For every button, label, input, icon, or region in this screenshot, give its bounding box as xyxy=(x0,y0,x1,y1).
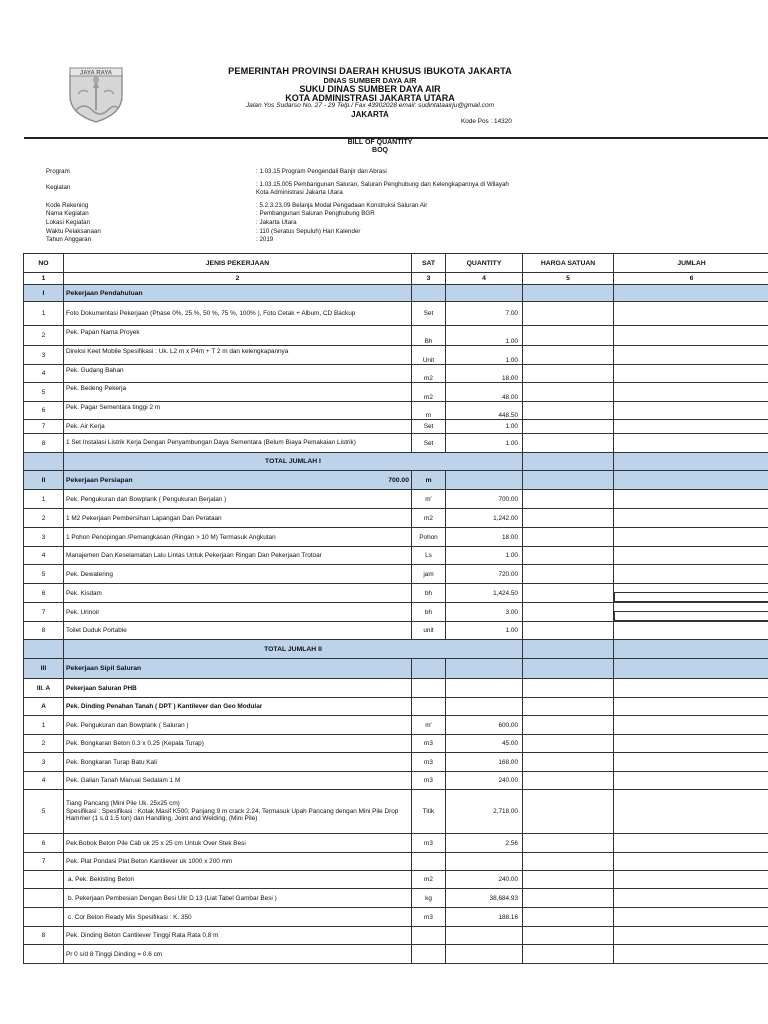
col-number-6: 6 xyxy=(614,273,768,285)
row-no: 6 xyxy=(24,584,64,603)
row-harga xyxy=(523,908,614,927)
info-value-kode-rekening: : 5.2.3.23.09 Belanja Modal Pengadaan Konstruksi Saluran Air xyxy=(256,202,428,209)
row-sat: Bh xyxy=(412,326,446,346)
section-row xyxy=(24,285,768,302)
row-sat: m3 xyxy=(412,772,446,790)
row-harga xyxy=(523,528,614,547)
row-desc: a. Pek. Bekisting Beton xyxy=(64,871,412,889)
row-desc: b. Pekerjaan Pembesian Dengan Besi Ulir D 13 (Liat Tabel Gambar Besi ) xyxy=(64,889,412,908)
row-qty: 1,242.00 xyxy=(446,509,523,528)
row-desc: Pek. Pengukuran dan Bowplank ( Saluran ) xyxy=(64,716,412,735)
header-line-kota: KOTA ADMINISTRASI JAKARTA UTARA xyxy=(285,93,455,103)
table-row xyxy=(24,402,768,420)
row-harga xyxy=(523,871,614,889)
row-no: 2 xyxy=(24,326,64,346)
row-sat: m' xyxy=(412,490,446,509)
section-title-text: Pekerjaan Persiapan xyxy=(66,476,133,484)
row-desc-line2: Spesifikasi : Spesifikasi : Kotak Masif K500, Panjang 9 m crack 2.24, Termasuk Upah Pancang dengan Mini Pile Drop Hammer (1 s.d 1.5 ton) dan Handling, Joint and Welding, (Mini Pile) xyxy=(66,807,399,823)
row-harga xyxy=(523,509,614,528)
row-qty: 168.00 xyxy=(446,753,523,772)
section-row xyxy=(24,659,768,679)
table-row xyxy=(24,927,768,945)
row-qty: 18.00 xyxy=(446,528,523,547)
total-row xyxy=(24,640,768,659)
table-row xyxy=(24,790,768,834)
info-label-lokasi: Lokasi Kegiatan xyxy=(46,219,91,226)
row-no: 7 xyxy=(24,603,64,622)
row-desc: Direksi Keet Mobile Spesifikasi : Uk. L2 m x P4m + T 2 m dan kelengkapannya xyxy=(64,346,412,365)
row-no: 3 xyxy=(24,346,64,365)
row-qty: 38,684.93 xyxy=(446,889,523,908)
row-jumlah xyxy=(614,584,768,603)
header-line-city: JAKARTA xyxy=(351,110,389,119)
row-desc: Pek. Gudang Bahan xyxy=(64,365,412,383)
row-jumlah xyxy=(614,547,768,565)
info-value-tahun: : 2019 xyxy=(256,236,274,243)
logo-text: JAYA RAYA xyxy=(79,70,113,77)
info-label-tahun: Tahun Anggaran xyxy=(46,236,92,243)
row-jumlah xyxy=(614,889,768,908)
row-jumlah xyxy=(614,565,768,584)
row-qty: 1.00 xyxy=(446,326,523,346)
row-desc: Pek. Urinoir xyxy=(64,603,412,622)
table-row xyxy=(24,603,768,622)
table-row xyxy=(24,434,768,453)
row-harga xyxy=(523,434,614,453)
table-row xyxy=(24,889,768,908)
table-row xyxy=(24,365,768,383)
row-harga xyxy=(523,346,614,365)
row-harga xyxy=(523,402,614,420)
table-row xyxy=(24,908,768,927)
table-row xyxy=(24,753,768,772)
row-jumlah xyxy=(614,346,768,365)
row-harga xyxy=(523,834,614,853)
table-row xyxy=(24,622,768,640)
row-sat: Titik xyxy=(412,790,446,834)
row-jumlah xyxy=(614,834,768,853)
info-value-waktu: : 110 (Seratus Sepuluh) Hari Kalender xyxy=(256,228,361,235)
table-row xyxy=(24,565,768,584)
col-number-3: 3 xyxy=(412,273,446,285)
row-no: 2 xyxy=(24,509,64,528)
row-qty: 48.00 xyxy=(446,383,523,402)
row-jumlah xyxy=(614,365,768,383)
row-jumlah xyxy=(614,622,768,640)
row-harga xyxy=(523,889,614,908)
subsection-title: Pek. Dinding Penahan Tanah ( DPT ) Kantilever dan Geo Modular xyxy=(64,698,412,716)
row-jumlah xyxy=(614,790,768,834)
info-value-kegiatan: : 1.03.15.005 Pembangunan Saluran, Saluran Penghubung dan Kelengkapannya di Wilayah Kota Administrasi Jakarta Utara xyxy=(256,181,509,196)
row-desc: Pek. Papan Nama Proyek xyxy=(64,326,412,346)
row-sat: m3 xyxy=(412,908,446,927)
table-row xyxy=(24,383,768,402)
section-no: I xyxy=(24,285,64,302)
table-row xyxy=(24,871,768,889)
header-line-suku-dinas: SUKU DINAS SUMBER DAYA AIR xyxy=(299,84,441,94)
row-sat: Set xyxy=(412,420,446,434)
row-qty: 720.00 xyxy=(446,565,523,584)
row-no: 1 xyxy=(24,490,64,509)
row-no: 7 xyxy=(24,853,64,871)
col-header-no: NO xyxy=(24,254,64,273)
row-desc: Pr 0 s/d 8 Tinggi Dinding = 0.6 cm xyxy=(64,945,412,964)
col-header-sat: SAT xyxy=(412,254,446,273)
row-desc: Toilet Duduk Portable xyxy=(64,622,412,640)
row-no: 6 xyxy=(24,402,64,420)
row-harga xyxy=(523,790,614,834)
row-jumlah xyxy=(614,528,768,547)
col-header-qty: QUANTITY xyxy=(446,254,523,273)
row-jumlah xyxy=(614,420,768,434)
row-jumlah xyxy=(614,603,768,622)
section-no: III xyxy=(24,659,64,679)
row-sat: m2 xyxy=(412,509,446,528)
row-jumlah xyxy=(614,716,768,735)
row-qty: 45.00 xyxy=(446,735,523,753)
subsection-no: A xyxy=(24,698,64,716)
row-sat: Pohon xyxy=(412,528,446,547)
table-row xyxy=(24,772,768,790)
row-qty: 240.00 xyxy=(446,772,523,790)
section-extra-value: 700.00 xyxy=(388,476,409,484)
table-row xyxy=(24,584,768,603)
row-no: 8 xyxy=(24,434,64,453)
info-label-kegiatan: Kegiatan xyxy=(46,184,71,191)
row-sat: m3 xyxy=(412,834,446,853)
row-desc: Pek. Pagar Sementara tinggi 2 m xyxy=(64,402,412,420)
table-row xyxy=(24,509,768,528)
row-harga xyxy=(523,383,614,402)
boq-title-line2: BOQ xyxy=(372,147,388,154)
row-desc: Pek. Galian Tanah Manual Sedalam 1 M xyxy=(64,772,412,790)
table-row xyxy=(24,716,768,735)
info-label-kode-rekening: Kode Rekening xyxy=(46,202,89,209)
row-desc: Pek. Pengukuran dan Bowplank ( Pengukuran Berjalan ) xyxy=(64,490,412,509)
table-row xyxy=(24,945,768,964)
row-jumlah xyxy=(614,772,768,790)
row-sat: Ls xyxy=(412,547,446,565)
info-label-waktu: Waktu Pelaksanaan xyxy=(46,228,101,235)
info-label-nama-kegiatan: Nama Kegiatan xyxy=(46,210,89,217)
row-sat: bh xyxy=(412,603,446,622)
row-qty: 3.00 xyxy=(446,603,523,622)
row-no: 8 xyxy=(24,927,64,945)
row-sat: jam xyxy=(412,565,446,584)
row-desc: 1 M2 Pekerjaan Pembersihan Lapangan Dan Perataan xyxy=(64,509,412,528)
header-kode-pos: Kode Pos : 14320 xyxy=(461,118,512,125)
row-no: 4 xyxy=(24,772,64,790)
row-qty: 1.00 xyxy=(446,346,523,365)
subsection-row xyxy=(24,698,768,716)
row-no: 1 xyxy=(24,302,64,326)
header-line-dinas: DINAS SUMBER DAYA AIR xyxy=(323,76,417,85)
boq-title xyxy=(300,139,460,155)
info-value-nama-kegiatan: : Pembangunan Saluran Penghubung BGR xyxy=(256,210,375,217)
col-number-4: 4 xyxy=(446,273,523,285)
row-no: 5 xyxy=(24,383,64,402)
total-label: TOTAL JUMLAH II xyxy=(64,640,523,659)
row-desc: Pek. Dewatering xyxy=(64,565,412,584)
row-sat: Set xyxy=(412,302,446,326)
row-desc: Pek. Kisdam xyxy=(64,584,412,603)
row-harga xyxy=(523,622,614,640)
row-desc: Pek. Bongkaran Turap Batu Kali xyxy=(64,753,412,772)
row-harga xyxy=(523,326,614,346)
row-jumlah xyxy=(614,302,768,326)
table-row xyxy=(24,326,768,346)
header-line-government: PEMERINTAH PROVINSI DAERAH KHUSUS IBUKOTA JAKARTA xyxy=(228,66,512,76)
row-jumlah xyxy=(614,326,768,346)
col-header-harga: HARGA SATUAN xyxy=(523,254,614,273)
row-jumlah xyxy=(614,908,768,927)
row-desc: Pek. Bedeng Pekerja xyxy=(64,383,412,402)
row-qty: 18.00 xyxy=(446,365,523,383)
col-number-2: 2 xyxy=(64,273,412,285)
row-harga xyxy=(523,490,614,509)
subsection-title: Pekerjaan Saluran PHB xyxy=(64,679,412,698)
row-jumlah xyxy=(614,753,768,772)
subsection-no: III. A xyxy=(24,679,64,698)
row-no: 5 xyxy=(24,565,64,584)
row-harga xyxy=(523,753,614,772)
row-qty: 2.56 xyxy=(446,834,523,853)
table-row xyxy=(24,834,768,853)
row-no: 5 xyxy=(24,790,64,834)
row-harga xyxy=(523,603,614,622)
table-row xyxy=(24,735,768,753)
row-sat: bh xyxy=(412,584,446,603)
table-row xyxy=(24,420,768,434)
table-row xyxy=(24,346,768,365)
row-harga xyxy=(523,565,614,584)
row-harga xyxy=(523,302,614,326)
row-sat: m2 xyxy=(412,365,446,383)
cell-box xyxy=(614,592,768,602)
row-qty: 600.00 xyxy=(446,716,523,735)
section-no: II xyxy=(24,471,64,490)
info-value-lokasi: : Jakarta Utara xyxy=(256,219,297,226)
boq-title-line1: BILL OF QUANTITY xyxy=(347,139,413,146)
table-row xyxy=(24,528,768,547)
row-no: 3 xyxy=(24,753,64,772)
section-title xyxy=(64,471,412,490)
boq-table xyxy=(23,253,768,964)
row-desc: Pek. Dinding Beton Cantilever Tinggi Rata Rata 0,8 m xyxy=(64,927,412,945)
row-sat: unit xyxy=(412,622,446,640)
row-jumlah xyxy=(614,871,768,889)
subsection-row xyxy=(24,679,768,698)
row-desc: Pek. Air Kerja xyxy=(64,420,412,434)
table-row xyxy=(24,302,768,326)
row-no: 1 xyxy=(24,716,64,735)
table-row xyxy=(24,853,768,871)
header-line-address: Jalan Yos Sudarso No. 27 - 29 Telp./ Fax 43902028 email: sudintataairju@gmail.com xyxy=(245,102,495,109)
row-desc: Pek.Bobok Beton Pile Cab uk 25 x 25 cm Untuk Over Stek Besi xyxy=(64,834,412,853)
row-jumlah xyxy=(614,434,768,453)
col-number-1: 1 xyxy=(24,273,64,285)
row-desc: 1 Pohon Penopingan /Pemangkasan (Ringan > 10 M) Termasuk Angkutan xyxy=(64,528,412,547)
row-harga xyxy=(523,716,614,735)
row-no: 7 xyxy=(24,420,64,434)
info-label-program: Program xyxy=(46,168,70,175)
total-label: TOTAL JUMLAH I xyxy=(64,453,523,471)
section-sat: m xyxy=(412,471,446,490)
row-desc: c. Cor Beton Ready Mix Spesifikasi : K. 350 xyxy=(64,908,412,927)
row-qty: 700.00 xyxy=(446,490,523,509)
row-harga xyxy=(523,772,614,790)
row-sat: m2 xyxy=(412,871,446,889)
section-title: Pekerjaan Pendahuluan xyxy=(64,285,412,302)
row-harga xyxy=(523,420,614,434)
row-sat: Set xyxy=(412,434,446,453)
row-qty: 7.00 xyxy=(446,302,523,326)
row-jumlah xyxy=(614,735,768,753)
row-jumlah xyxy=(614,490,768,509)
col-header-jenis: JENIS PEKERJAAN xyxy=(64,254,412,273)
row-sat: kg xyxy=(412,889,446,908)
row-no: 8 xyxy=(24,622,64,640)
row-qty: 1.00 xyxy=(446,622,523,640)
row-qty: 448.50 xyxy=(446,402,523,420)
table-header-row xyxy=(24,254,768,273)
row-sat: m3 xyxy=(412,735,446,753)
row-desc: Pek. Plat Pondasi Plat Beton Kantilever uk 1000 x 200 mm xyxy=(64,853,412,871)
total-row xyxy=(24,453,768,471)
row-jumlah xyxy=(614,383,768,402)
row-harga xyxy=(523,584,614,603)
row-qty: 188.16 xyxy=(446,908,523,927)
row-qty: 1.00 xyxy=(446,547,523,565)
row-sat: m2 xyxy=(412,383,446,402)
table-row xyxy=(24,490,768,509)
row-harga xyxy=(523,735,614,753)
row-qty: 1.00 xyxy=(446,434,523,453)
info-value-program: : 1.03.15 Program Pengendali Banjir dan Abrasi xyxy=(256,168,387,175)
table-row xyxy=(24,547,768,565)
section-row xyxy=(24,471,768,490)
jaya-raya-logo xyxy=(64,66,128,124)
section-title: Pekerjaan Sipil Saluran xyxy=(64,659,412,679)
row-desc xyxy=(64,790,412,834)
col-header-jumlah: JUMLAH xyxy=(614,254,768,273)
row-qty: 1.00 xyxy=(446,420,523,434)
col-number-5: 5 xyxy=(523,273,614,285)
row-no: 3 xyxy=(24,528,64,547)
row-qty: 240.00 xyxy=(446,871,523,889)
row-qty: 2,718.00 xyxy=(446,790,523,834)
row-desc: Pek. Bongkaran Beton 0.3 x 0.25 (Kepala Turap) xyxy=(64,735,412,753)
column-number-row xyxy=(24,273,768,285)
row-no: 2 xyxy=(24,735,64,753)
row-no: 6 xyxy=(24,834,64,853)
row-desc-line1: Tiang Pancang (Mini Pile Uk. 25x25 cm) xyxy=(66,800,180,808)
row-desc: 1 Set Instalasi Listrik Kerja Dengan Penyambungan Daya Sementara (Belum Biaya Pemakaian Listrik) xyxy=(64,434,412,453)
row-desc: Manajemen Dan Keselamatan Lalu Lintas Untuk Pekerjaan Ringan Dan Pekerjaan Trotoar xyxy=(64,547,412,565)
row-sat: m3 xyxy=(412,753,446,772)
row-harga xyxy=(523,365,614,383)
row-harga xyxy=(523,547,614,565)
row-sat: m xyxy=(412,402,446,420)
row-no: 4 xyxy=(24,547,64,565)
row-qty: 1,424.50 xyxy=(446,584,523,603)
row-sat: Unit xyxy=(412,346,446,365)
row-desc: Foto Dokumentasi Pekerjaan (Phase 0%, 25 %, 50 %, 75 %, 100% ), Foto Cetak + Album, CD Backup xyxy=(64,302,412,326)
row-no: 4 xyxy=(24,365,64,383)
cell-box xyxy=(614,611,768,621)
row-jumlah xyxy=(614,402,768,420)
row-sat: m' xyxy=(412,716,446,735)
row-jumlah xyxy=(614,509,768,528)
